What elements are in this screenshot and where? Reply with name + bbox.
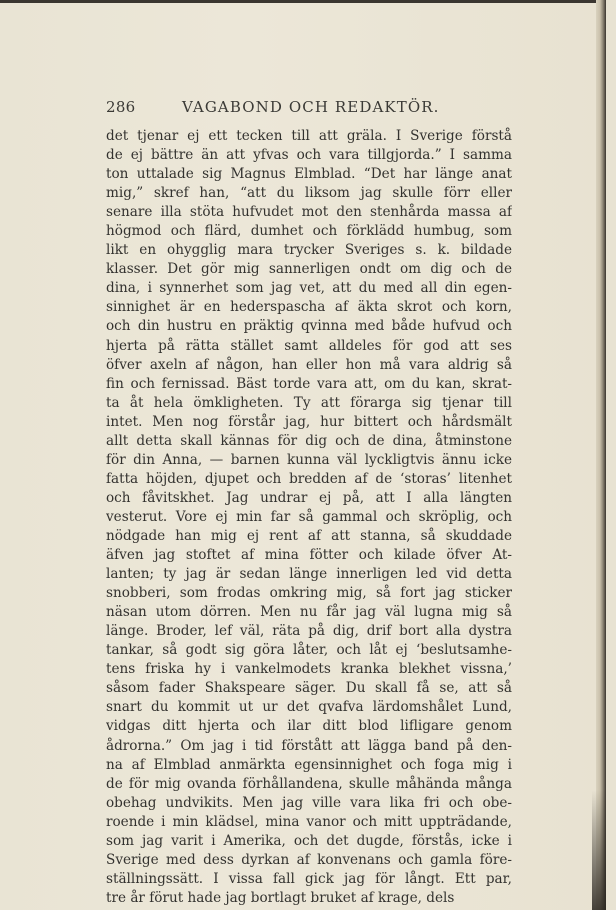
text-line: senare illa stöta hufvudet mot den stenhårda massa af bbox=[106, 204, 512, 221]
text-line: och fåvitskhet. Jag undrar ej på, att I alla längten bbox=[106, 489, 512, 506]
text-line: såsom fader Shakspeare säger. Du skall få se, att så bbox=[106, 680, 512, 697]
text-line: de för mig ovanda förhållandena, skulle måhända många bbox=[106, 775, 512, 792]
text-line: som jag varit i Amerika, och det dugde, förstås, icke i bbox=[106, 832, 512, 849]
page-spine-shadow bbox=[592, 790, 606, 910]
body-text bbox=[106, 127, 512, 908]
page-spine-edge bbox=[596, 0, 606, 910]
running-head: VAGABOND OCH REDAKTÖR. bbox=[182, 98, 440, 116]
text-line: sinnighet är en hederspascha af äkta skrot och korn, bbox=[106, 299, 512, 316]
text-line: för din Anna, — barnen kunna väl lyckligtvis ännu icke bbox=[106, 451, 512, 468]
text-line: ton uttalade sig Magnus Elmblad. “Det har länge anat bbox=[106, 166, 512, 183]
text-line: allt detta skall kännas för dig och de dina, åtminstone bbox=[106, 432, 512, 449]
text-line: intet. Men nog förstår jag, hur bittert och hårdsmält bbox=[106, 413, 512, 430]
text-line: dina, i synnerhet som jag vet, att du med all din egen- bbox=[106, 280, 512, 297]
text-line: vidgas ditt hjerta och ilar ditt blod lifligare genom bbox=[106, 718, 512, 735]
text-line: likt en ohygglig mara trycker Sveriges s. k. bildade bbox=[106, 242, 512, 259]
text-line: snobberi, som frodas omkring mig, så fort jag sticker bbox=[106, 585, 512, 602]
text-line: obehag undvikits. Men jag ville vara lika fri och obe- bbox=[106, 794, 512, 811]
text-line: tens friska hy i vankelmodets kranka blekhet vissna,’ bbox=[106, 661, 512, 678]
text-line: och din hustru en präktig qvinna med både hufvud och bbox=[106, 318, 512, 335]
text-line: öfver axeln af någon, han eller hon må vara aldrig så bbox=[106, 356, 512, 373]
text-line: de ej bättre än att yfvas och vara tillgjorda.” I samma bbox=[106, 147, 512, 164]
text-line: roende i min klädsel, mina vanor och mitt uppträdande, bbox=[106, 813, 512, 830]
top-edge-rule bbox=[0, 0, 606, 3]
text-line: äfven jag stoftet af mina fötter och kilade öfver At- bbox=[106, 547, 512, 564]
text-line: klasser. Det gör mig sannerligen ondt om dig och de bbox=[106, 261, 512, 278]
text-line: tankar, så godt sig göra låter, och låt ej ‘beslutsamhe- bbox=[106, 642, 512, 659]
text-line: Sverige med dess dyrkan af konvenans och gamla före- bbox=[106, 851, 512, 868]
text-line: tre år förut hade jag bortlagt bruket af krage, dels bbox=[106, 889, 455, 906]
text-line: länge. Broder, lef väl, räta på dig, drif bort alla dystra bbox=[106, 623, 512, 640]
text-line: hjerta på rätta stället samt alldeles för god att ses bbox=[106, 337, 512, 354]
text-line: ställningssätt. I vissa fall gick jag för långt. Ett par, bbox=[106, 870, 512, 887]
text-line: nödgade han mig ej rent af att stanna, så skuddade bbox=[106, 527, 512, 544]
text-line: ta åt hela ömkligheten. Ty att förarga sig tjenar till bbox=[106, 394, 512, 411]
text-line: fin och fernissad. Bäst torde vara att, om du kan, skrat- bbox=[106, 375, 512, 392]
text-line: högmod och flärd, dumhet och förklädd humbug, som bbox=[106, 223, 512, 240]
text-line: mig,” skref han, “att du liksom jag skulle förr eller bbox=[106, 185, 512, 202]
page-number: 286 bbox=[106, 98, 136, 116]
text-line: fatta höjden, djupet och bredden af de ‘storas’ litenhet bbox=[106, 470, 512, 487]
text-line: snart du kommit ut ur det qvafva lärdomshålet Lund, bbox=[106, 699, 512, 716]
page-header bbox=[106, 98, 512, 122]
text-line: lanten; ty jag är sedan länge innerligen led vid detta bbox=[106, 566, 512, 583]
text-line: ådrorna.” Om jag i tid förstått att lägga band på den- bbox=[106, 737, 512, 754]
text-line: näsan utom dörren. Men nu får jag väl lugna mig så bbox=[106, 604, 512, 621]
text-line: det tjenar ej ett tecken till att gräla. I Sverige förstå bbox=[106, 128, 512, 144]
text-line: na af Elmblad anmärkta egensinnighet och foga mig i bbox=[106, 756, 512, 773]
text-line: vesterut. Vore ej min far så gammal och skröplig, och bbox=[106, 508, 512, 525]
